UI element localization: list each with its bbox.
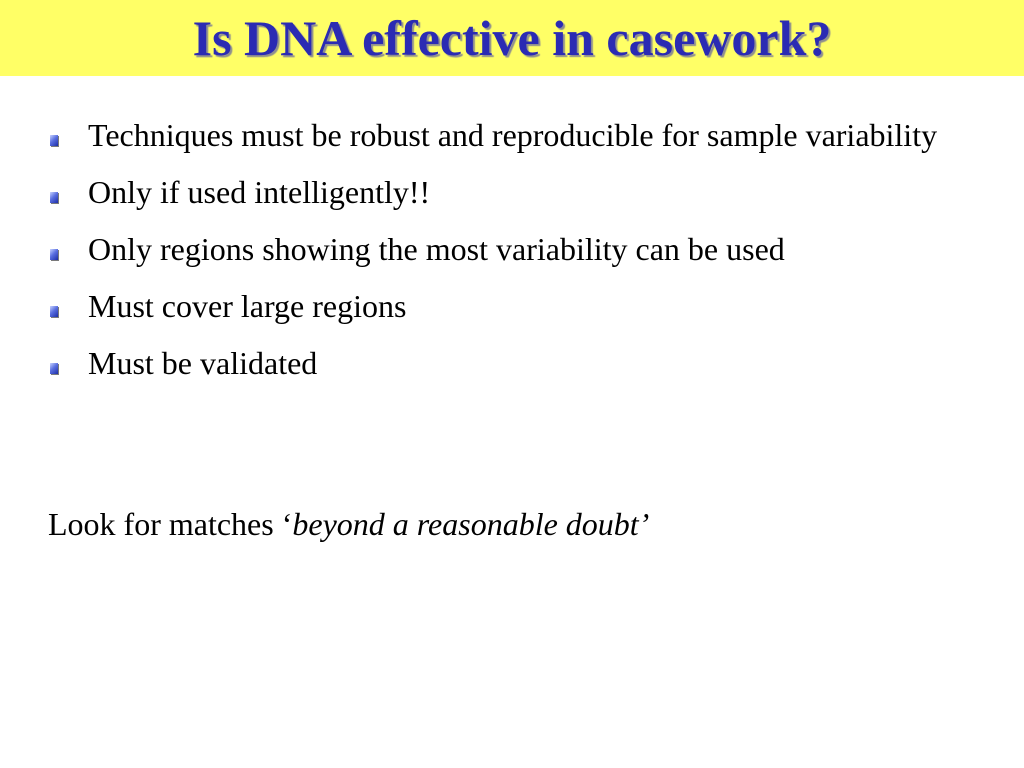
conclusion-text <box>48 501 649 548</box>
bullet-text: Only if used intelligently!! <box>88 174 431 210</box>
bullet-text: Must be validated <box>88 345 318 381</box>
bullet-text: Only regions showing the most variability can be used <box>88 231 785 267</box>
conclusion-emphasis: beyond a reasonable doubt’ <box>292 506 650 542</box>
list-item <box>48 169 988 216</box>
conclusion-prefix: Look for matches ‘ <box>48 506 293 542</box>
list-item <box>48 340 988 387</box>
bullet-list <box>48 112 988 397</box>
square-bullet-icon <box>50 192 58 203</box>
title-bar <box>0 0 1024 76</box>
square-bullet-icon <box>50 363 58 374</box>
list-item <box>48 226 988 273</box>
slide-title: Is DNA effective in casework? <box>192 10 832 66</box>
square-bullet-icon <box>50 249 58 260</box>
list-item <box>48 112 988 159</box>
square-bullet-icon <box>50 306 58 317</box>
list-item <box>48 283 988 330</box>
square-bullet-icon <box>50 135 58 146</box>
bullet-text: Techniques must be robust and reproducible for sample variability <box>88 117 938 153</box>
bullet-text: Must cover large regions <box>88 288 407 324</box>
